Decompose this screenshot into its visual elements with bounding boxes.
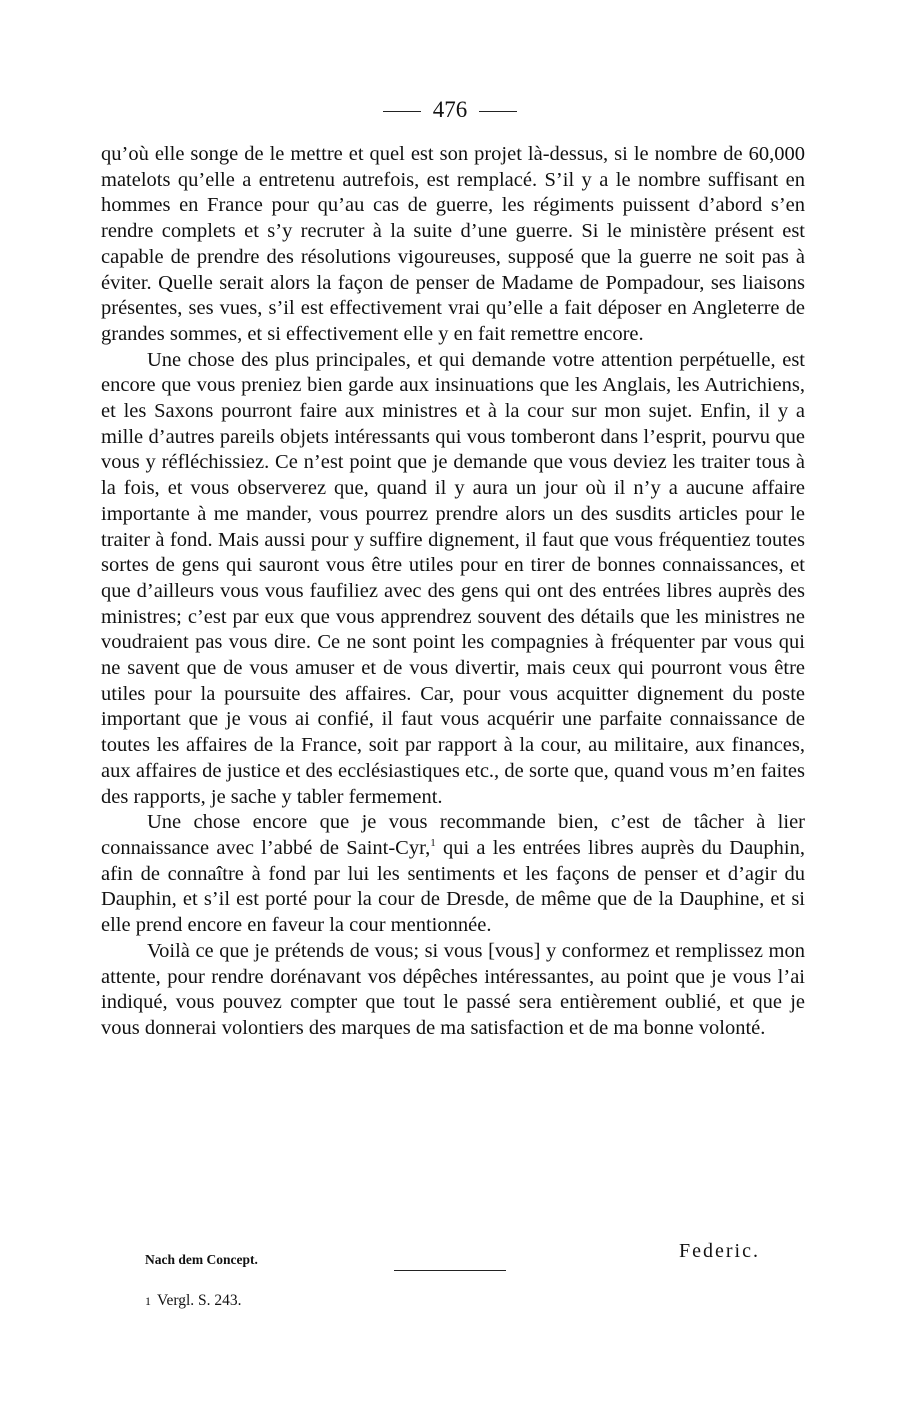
paragraph-conclusion: Voilà ce que je prétends de vous; si vous [vous] y conformez et remplissez mon attente, pour rendre dorénavant vos dépêches intéressantes, au point que je vous l’ai indiqué, vous pouvez compter que tout le passé sera entièrement oublié, et que je vous donnerai volontiers des marques de ma satisfaction et de ma bonne volonté. [101, 939, 805, 1039]
paragraph-saint-cyr-after: qui a les entrées libres auprès du Dauphin, afin de connaître à fond par lui les sentiments et les façons de penser et d’agir du Dauphin, et s’il est porté pour la cour de Dresde, de même que de la Dauphine, et si elle prend encore en faveur la cour mentionnée. [101, 836, 805, 937]
footnote-reference: 1 [430, 837, 436, 850]
footnote-number: 1 [145, 1294, 151, 1308]
page-number-text: 476 [432, 97, 468, 122]
footnote-divider [394, 1270, 506, 1271]
body-text [101, 142, 805, 1042]
signature: Federic. [679, 1240, 760, 1262]
page-number-dash-left [383, 111, 421, 112]
page-number-dash-right [479, 111, 517, 112]
paragraph-continuation: qu’où elle songe de le mettre et quel est son projet là-dessus, si le nombre de 60,000 matelots qu’elle a entretenu autrefois, est remplacé. S’il y a le nombre suffisant en hommes en France pour qu’au cas de guerre, les régiments puissent d’abord s’en rendre complets et s’y recruter à la suite d’une guerre. Si le ministère présent est capable de prendre des résolutions vigoureuses, supposé que la guerre ne soit pas à éviter. Quelle serait alors la façon de penser de Madame de Pompadour, ses liaisons présentes, ses vues, s’il est effectivement vrai qu’elle a fait déposer en Angleterre de grandes sommes, et si effectivement elle y en fait remettre encore. [101, 143, 805, 345]
paragraph-insinuations: Une chose des plus principales, et qui demande votre attention perpétuelle, est encore que vous preniez bien garde aux insinuations que les Anglais, les Autrichiens, et les Saxons pourront faire aux ministres et à la cour sur mon sujet. Enfin, il y a mille d’autres pareils objets intéressants qui vous tomberont dans l’esprit, pourvu que vous y réfléchissiez. Ce n’est point que je demande que vous deviez les traiter tous à la fois, et vous observerez que, quand il y aura un jour où il n’y a aucune affaire importante à me mander, vous pourrez prendre alors un des susdits articles pour le traiter à fond. Mais aussi pour y suffire dignement, il faut que vous fréquentiez toutes sortes de gens qui sauront vous être utiles pour en tirer de bonnes connaissances, et que d’ailleurs vous vous faufiliez avec des gens qui ont des entrées libres auprès des ministres; c’est par eux que vous apprendrez souvent des détails que les ministres ne voudraient pas vous dire. Ce ne sont point les compagnies à fréquenter par vous qui ne savent que de vous amuser et de vous divertir, mais ceux qui pourront vous être utiles pour la poursuite des affaires. Car, pour vous acquitter dignement du poste important que je vous ai confié, il faut vous acquérir une parfaite connaissance de toutes les affaires de la France, soit par rapport à la cour, au militaire, aux finances, aux affaires de justice et des ecclésiastiques etc., de sorte que, quand vous m’en faites des rapports, je sache y tabler fermement. [101, 348, 805, 808]
page-number [0, 96, 900, 124]
paragraph-saint-cyr-before: Une chose encore que je vous recommande bien, c’est de tâcher à lier connaissance avec l’abbé de Saint-Cyr, [101, 811, 805, 859]
footnote [145, 1292, 242, 1310]
paragraph-saint-cyr [101, 810, 805, 939]
source-note: Nach dem Concept. [145, 1252, 258, 1267]
footnote-text: Vergl. S. 243. [157, 1292, 242, 1309]
